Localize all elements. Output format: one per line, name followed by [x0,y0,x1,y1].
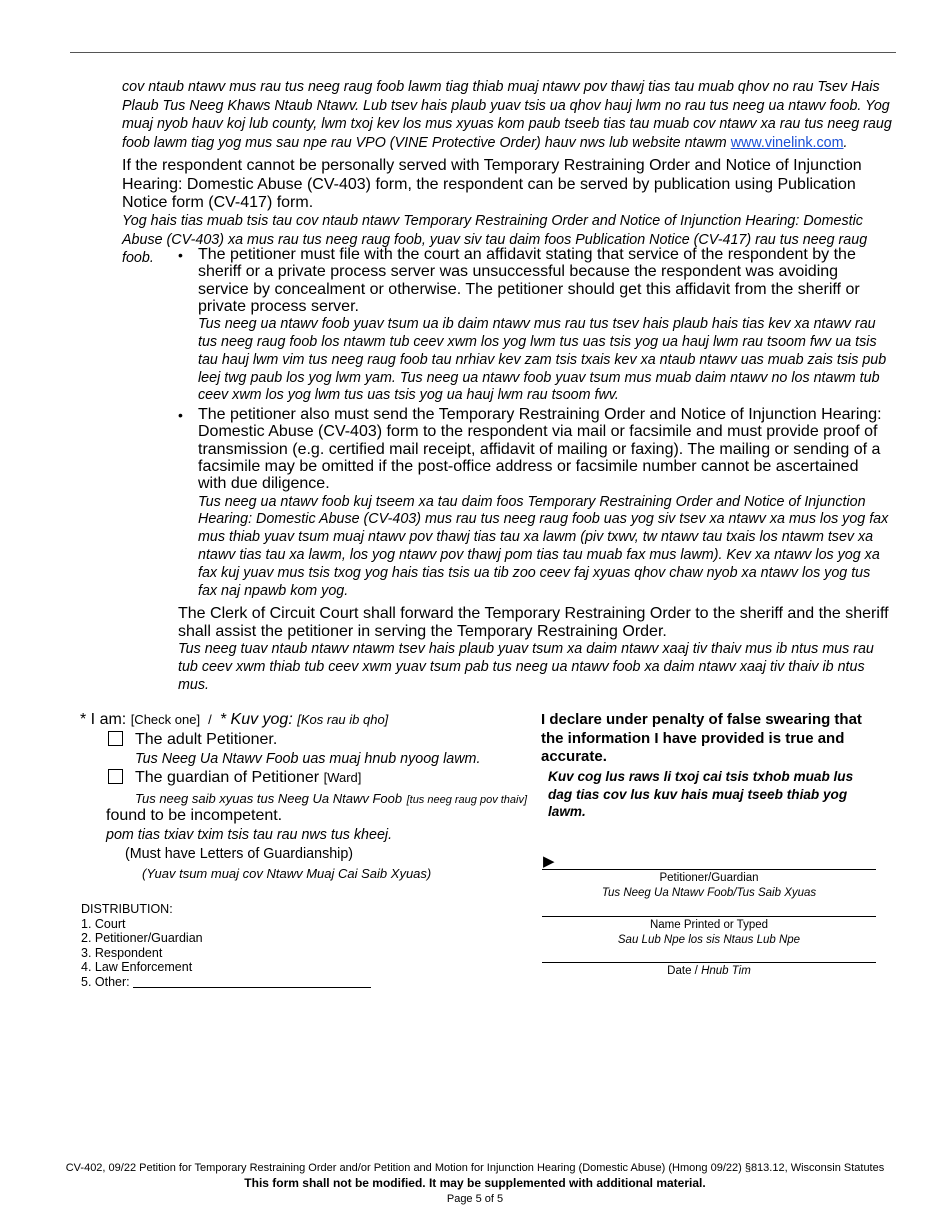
option-guardian-hmong: Tus neeg saib xyuas tus Neeg Ua Ntawv Foob [tus neeg raug pov thaiv] [135,791,528,806]
list-item [178,406,890,600]
list-item: 5. Other: [81,975,371,990]
signature-arrow-icon: ▶ [543,853,555,870]
letters-english: (Must have Letters of Guardianship) [125,846,354,862]
adult-petitioner-checkbox[interactable] [108,731,123,746]
bullet-english: The petitioner must file with the court an affidavit stating that service of the respondent by the sheriff or a private process server was unsuccessful because the respondent was avoiding service by concealment or otherwise. The petitioner should get this affidavit from the sheriff or private process server. [198,246,860,315]
clerk-instructions [178,605,890,694]
list-item: 4. Law Enforcement [81,960,193,975]
name-printed-caption: Name Printed or Typed Sau Lub Npe los sis Ntaus Lub Npe [617,919,801,946]
list-item: 3. Respondent [81,945,163,960]
form-id-line: CV-402, 09/22 Petition for Temporary Restraining Order and/or Petition and Motion for Injunction Hearing (Domestic Abuse) (Hmong 09/22) §813.12, Wisconsin Statutes [65,1162,885,1174]
declaration-hmong: Kuv cog lus raws li txoj cai tsis txhob muab lus dag tias cov lus kuv hais muaj tseeb thiab yog lawm. [548,769,854,819]
list-item: 1. Court [81,916,126,931]
name-printed-line[interactable] [542,916,876,917]
option-guardian[interactable]: The guardian of Petitioner [Ward] [108,769,361,787]
distribution-heading: DISTRIBUTION: [81,902,173,916]
date-caption: Date / Hnub Tim [667,965,751,977]
clerk-hmong: Tus neeg tuav ntaub ntawv ntawm tsev hais plaub yuav tsum xa daim ntawv xaaj tiv thaiv mus ib ntus mus rau tub ceev xwm thiab tub ceev xwm yuav tsum pab tus neeg ua ntawv foob xa daim ntawv xaaj tiv thaiv ib ntus mus. [178,641,874,693]
requirements-list [178,246,890,600]
modification-notice: This form shall not be modified. It may be supplemented with additional material. [244,1176,706,1190]
publication-english: If the respondent cannot be personally served with Temporary Restraining Order and Notice of Injunction Hearing: Domestic Abuse (CV-403) form, the respondent can be served by publication using Publication Notice form (CV-417) form. [122,157,862,211]
bullet-icon: • [178,247,183,263]
signature-caption: Petitioner/Guardian Tus Neeg Ua Ntawv Foob/Tus Saib Xyuas [601,872,817,899]
publication-hmong: Yog hais tias muab tsis tau cov ntaub ntawv Temporary Restraining Order and Notice of Injunction Hearing: Domestic Abuse (CV-403) xa mus rau tus neeg raug foob, yuav siv tau daim foos Publication Notice (CV-417) rau tus neeg raug foob. [122,213,868,266]
incompetent-english: found to be incompetent. [106,807,283,824]
incompetent-hmong: pom tias txiav txim tsis tau rau nws tus kheej. [106,827,393,843]
distribution-list [81,902,371,990]
guardian-checkbox[interactable] [108,769,123,784]
bullet-hmong: Tus neeg ua ntawv foob kuj tseem xa tau daim foos Temporary Restraining Order and Notice of Injunction Hearing: Domestic Abuse (CV-403) mus rau tus neeg raug foob uas yog siv tsev xa ntawv xa mus los yog fax mus thiab yuav tsum muaj ntawv pov thawj tias tau xa lawm (piv txwv, tw ntawv tau txais los ntawm tsev xa ntawv tias tau xa lawm, los yog ntawv pov thawj pom tias tau muab fax mus lawm). Kev xa ntawv los yog xa fax kuj yuav mus tsis txog yog hais tias tsis ua tib zoo ceev faj xyuas qhov chaw nyob xa ntawv los yog tus fax naj npawb kom yog. [198,493,889,599]
letters-hmong: (Yuav tsum muaj cov Ntawv Muaj Cai Saib Xyuas) [142,866,432,881]
page-number: Page 5 of 5 [446,1193,504,1205]
declaration-english: I declare under penalty of false swearing that the information I have provided is true and accurate. [541,711,862,765]
bullet-icon: • [178,407,183,424]
list-item [178,246,890,405]
i-am-heading: * I am: [Check one] / * Kuv yog: [Kos rau ib qho] [80,711,389,728]
vinelink-link[interactable]: www.vinelink.com [730,134,844,151]
option-adult-petitioner[interactable]: The adult Petitioner. [108,731,277,749]
bullet-english: The petitioner also must send the Temporary Restraining Order and Notice of Injunction Hearing: Domestic Abuse (CV-403) form to the respondent via mail or facsimile and must provide proof of transmission (e.g. certified mail receipt, affidavit of mailing or faxing). The mailing or sending of a facsimile may be omitted if the post-office address or facsimile number cannot be ascertained with due diligence. [198,406,882,493]
intro-hmong-paragraph: cov ntaub ntawv mus rau tus neeg raug foob lawm tiag thiab muaj ntawv pov thawj tias tau muab qhov no rau Tsev Hais Plaub Tus Neeg Khaws Ntaub Ntawv. Lub tsev hais plaub yuav tsis ua qhov hauj lwm no rau tus neeg ua ntawv foob. Yog muaj nyob hauv koj lub county, lwm txoj kev los mus xyuas kom paub tseeb tias tau muab cov ntawv xa rau tus neeg raug foob lawm tiag yog mus sau npe rau VPO (VINE Protective Order) hauv nws lub website ntawm www.vinelink.com. [122,79,892,151]
other-input-line[interactable] [133,987,371,988]
clerk-english: The Clerk of Circuit Court shall forward the Temporary Restraining Order to the sheriff and the sheriff shall assist the petitioner in serving the Temporary Restraining Order. [178,605,889,640]
list-item: 2. Petitioner/Guardian [81,931,203,946]
top-divider [70,52,896,53]
option-adult-hmong: Tus Neeg Ua Ntawv Foob uas muaj hnub nyoog lawm. [135,751,481,767]
bullet-hmong: Tus neeg ua ntawv foob yuav tsum ua ib daim ntawv mus rau tus tsev hais plaub hais tias kev xa ntawv rau tus neeg raug foob los ntawm tub ceev xwm los yog lwm tus uas tsis yog ua hauj lwm rau tsoom fwv ua tsis tau hauj lwm vim tus neeg raug foob tau nrhiav kev zam tsis txais kev xa ntaub ntawv uas muab zais tsis pub leej twg paub los yog lwm yam. Tus neeg ua ntawv foob yuav tsum mus muab daim ntawv no los ntawm tub ceev xwm los yog lwm tus uas tsis yog ua hauj lwm rau tsoom fwv. [198,316,887,404]
date-line[interactable] [542,962,876,963]
signature-line[interactable] [542,869,876,870]
